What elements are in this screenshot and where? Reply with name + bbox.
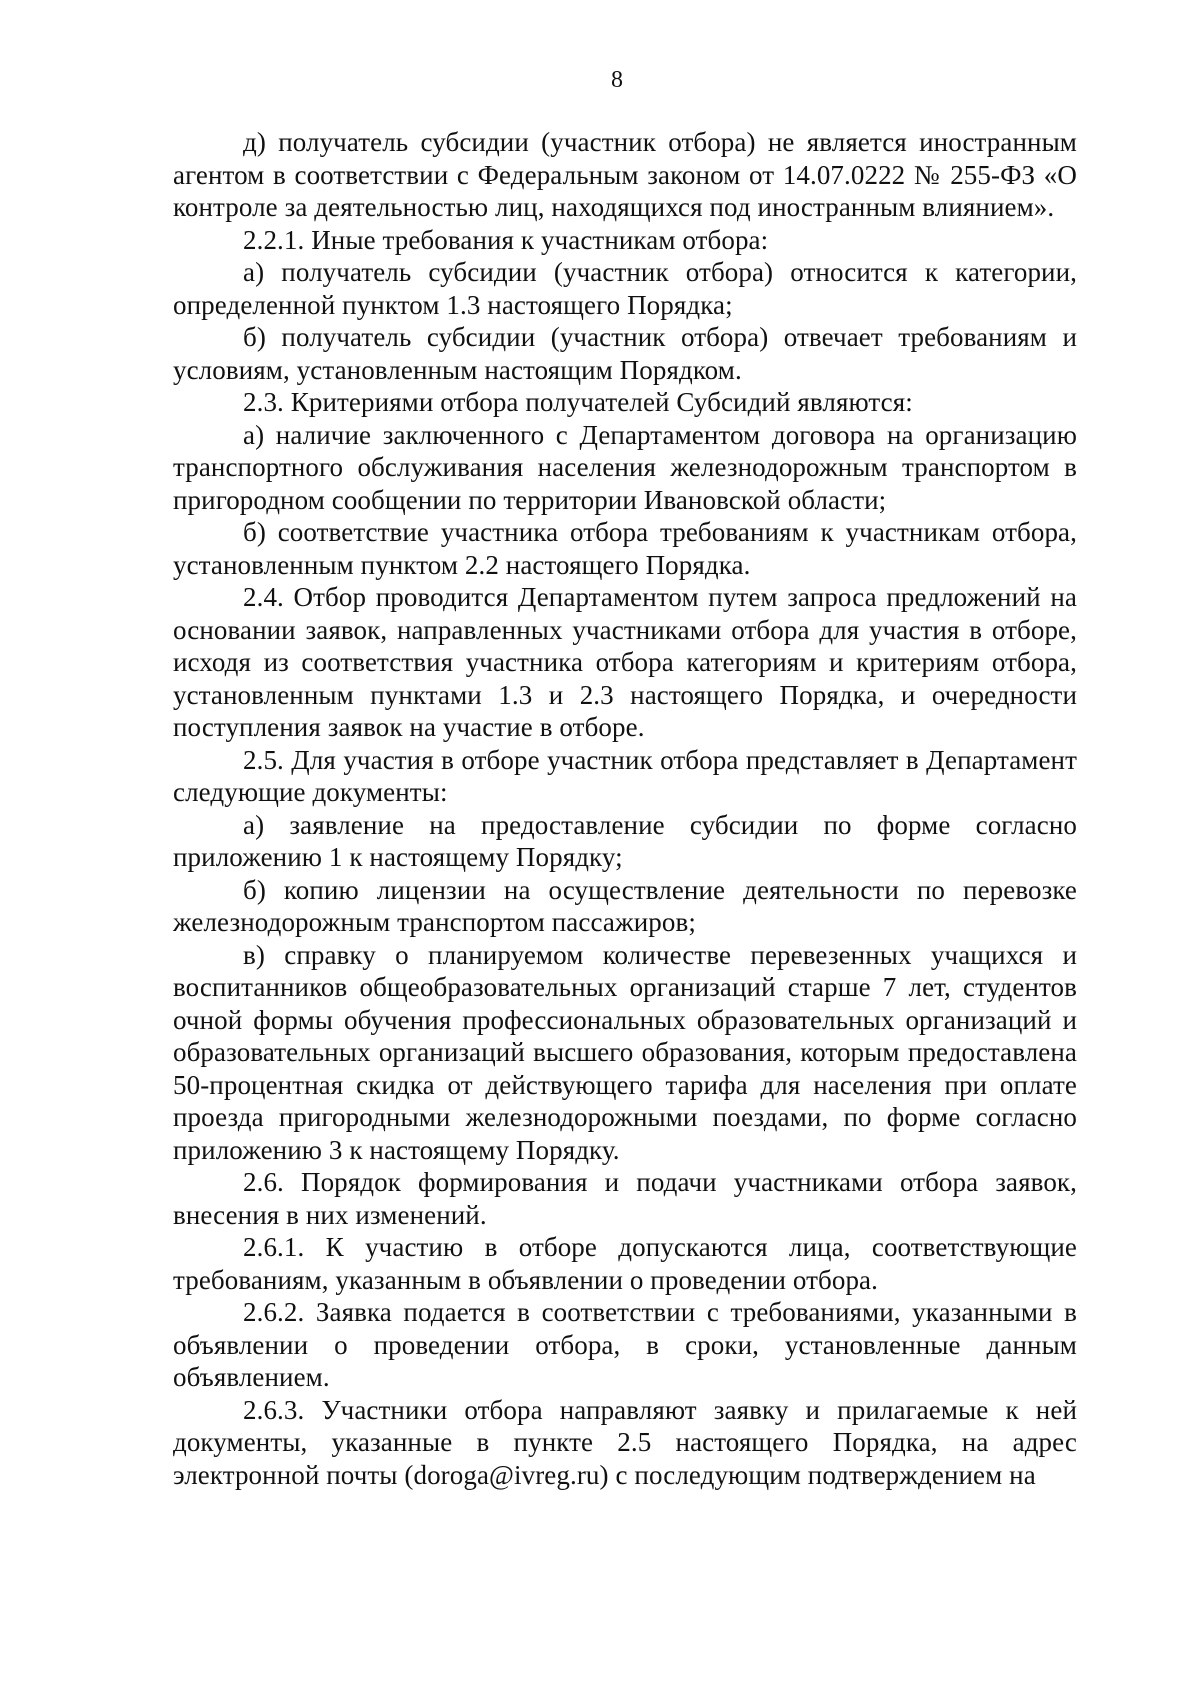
paragraph-2-6-1: 2.6.1. К участию в отборе допускаются лица, соответствующие требованиям, указанным в объявлении о проведении отбора. [173,1232,1077,1295]
paragraph-2-4: 2.4. Отбор проводится Департаментом путем запроса предложений на основании заявок, направленных участниками отбора для участия в отборе, исходя из соответствия участника отбора категориям и критериям отбора, установленным пунктами 1.3 и 2.3 настоящего Порядка, и очередности поступления заявок на участие в отборе. [173,582,1077,742]
paragraph-2-2-1: 2.2.1. Иные требования к участникам отбора: [243,224,769,255]
paragraph-2-2-1-a: а) получатель субсидии (участник отбора) относится к категории, определенной пунктом 1.3 настоящего Порядка; [173,257,1077,320]
paragraph-2-6-3 [173,1394,1077,1492]
paragraph-2-5-v: в) справку о планируемом количестве перевезенных учащихся и воспитанников общеобразовательных организаций старше 7 лет, студентов очной формы обучения профессиональных образовательных организаций и образовательных организаций высшего образования, которым предоставлена 50-процентная скидка от действующего тарифа для населения при оплате проезда пригородными железнодорожными поездами, по форме согласно приложению 3 к настоящему Порядку. [173,939,1077,1165]
paragraph-2-2-1-b: б) получатель субсидии (участник отбора) отвечает требованиям и условиям, установленным настоящим Порядком. [173,322,1077,385]
paragraph-2-3-a: а) наличие заключенного с Департаментом договора на организацию транспортного обслуживания населения железнодорожным транспортом в пригородном сообщении по территории Ивановской области; [173,419,1077,515]
paragraph-2-3: 2.3. Критериями отбора получателей Субсидий являются: [243,387,913,417]
paragraph-2-5: 2.5. Для участия в отборе участник отбора представляет в Департамент следующие документы: [173,744,1077,807]
paragraph-d-foreign-agent: д) получатель субсидии (участник отбора) не является иностранным агентом в соответствии с Федеральным законом от 14.07.0222 № 255-ФЗ «О контроле за деятельностью лиц, находящихся под иностранным влиянием». [173,127,1077,222]
page-number: 8 [611,67,623,93]
paragraph-2-5-a: а) заявление на предоставление субсидии по форме согласно приложению 1 к настоящему Порядку; [173,809,1077,872]
paragraph-2-3-b: б) соответствие участника отбора требованиям к участникам отбора, установленным пунктом 2.2 настоящего Порядка. [173,517,1077,580]
paragraph-2-6-3-text-start: 2.6.3. Участники отбора направляют заявку и прилагаемые к ней документы, указанные в пункте 2.5 настоящего Порядка, на адрес электронной почты [173,1394,1077,1490]
paragraph-2-5-b: б) копию лицензии на осуществление деятельности по перевозке железнодорожным транспортом пассажиров; [173,874,1077,937]
paragraph-2-6: 2.6. Порядок формирования и подачи участниками отбора заявок, внесения в них изменений. [173,1167,1077,1230]
paragraph-2-6-3-text-end: с последующим подтверждением на [608,1459,1036,1490]
email-address: (doroga@ivreg.ru) [404,1459,609,1490]
paragraph-2-6-2: 2.6.2. Заявка подается в соответствии с требованиями, указанными в объявлении о проведении отбора, в сроки, установленные данным объявлением. [173,1297,1077,1392]
document-body [173,126,1077,1491]
